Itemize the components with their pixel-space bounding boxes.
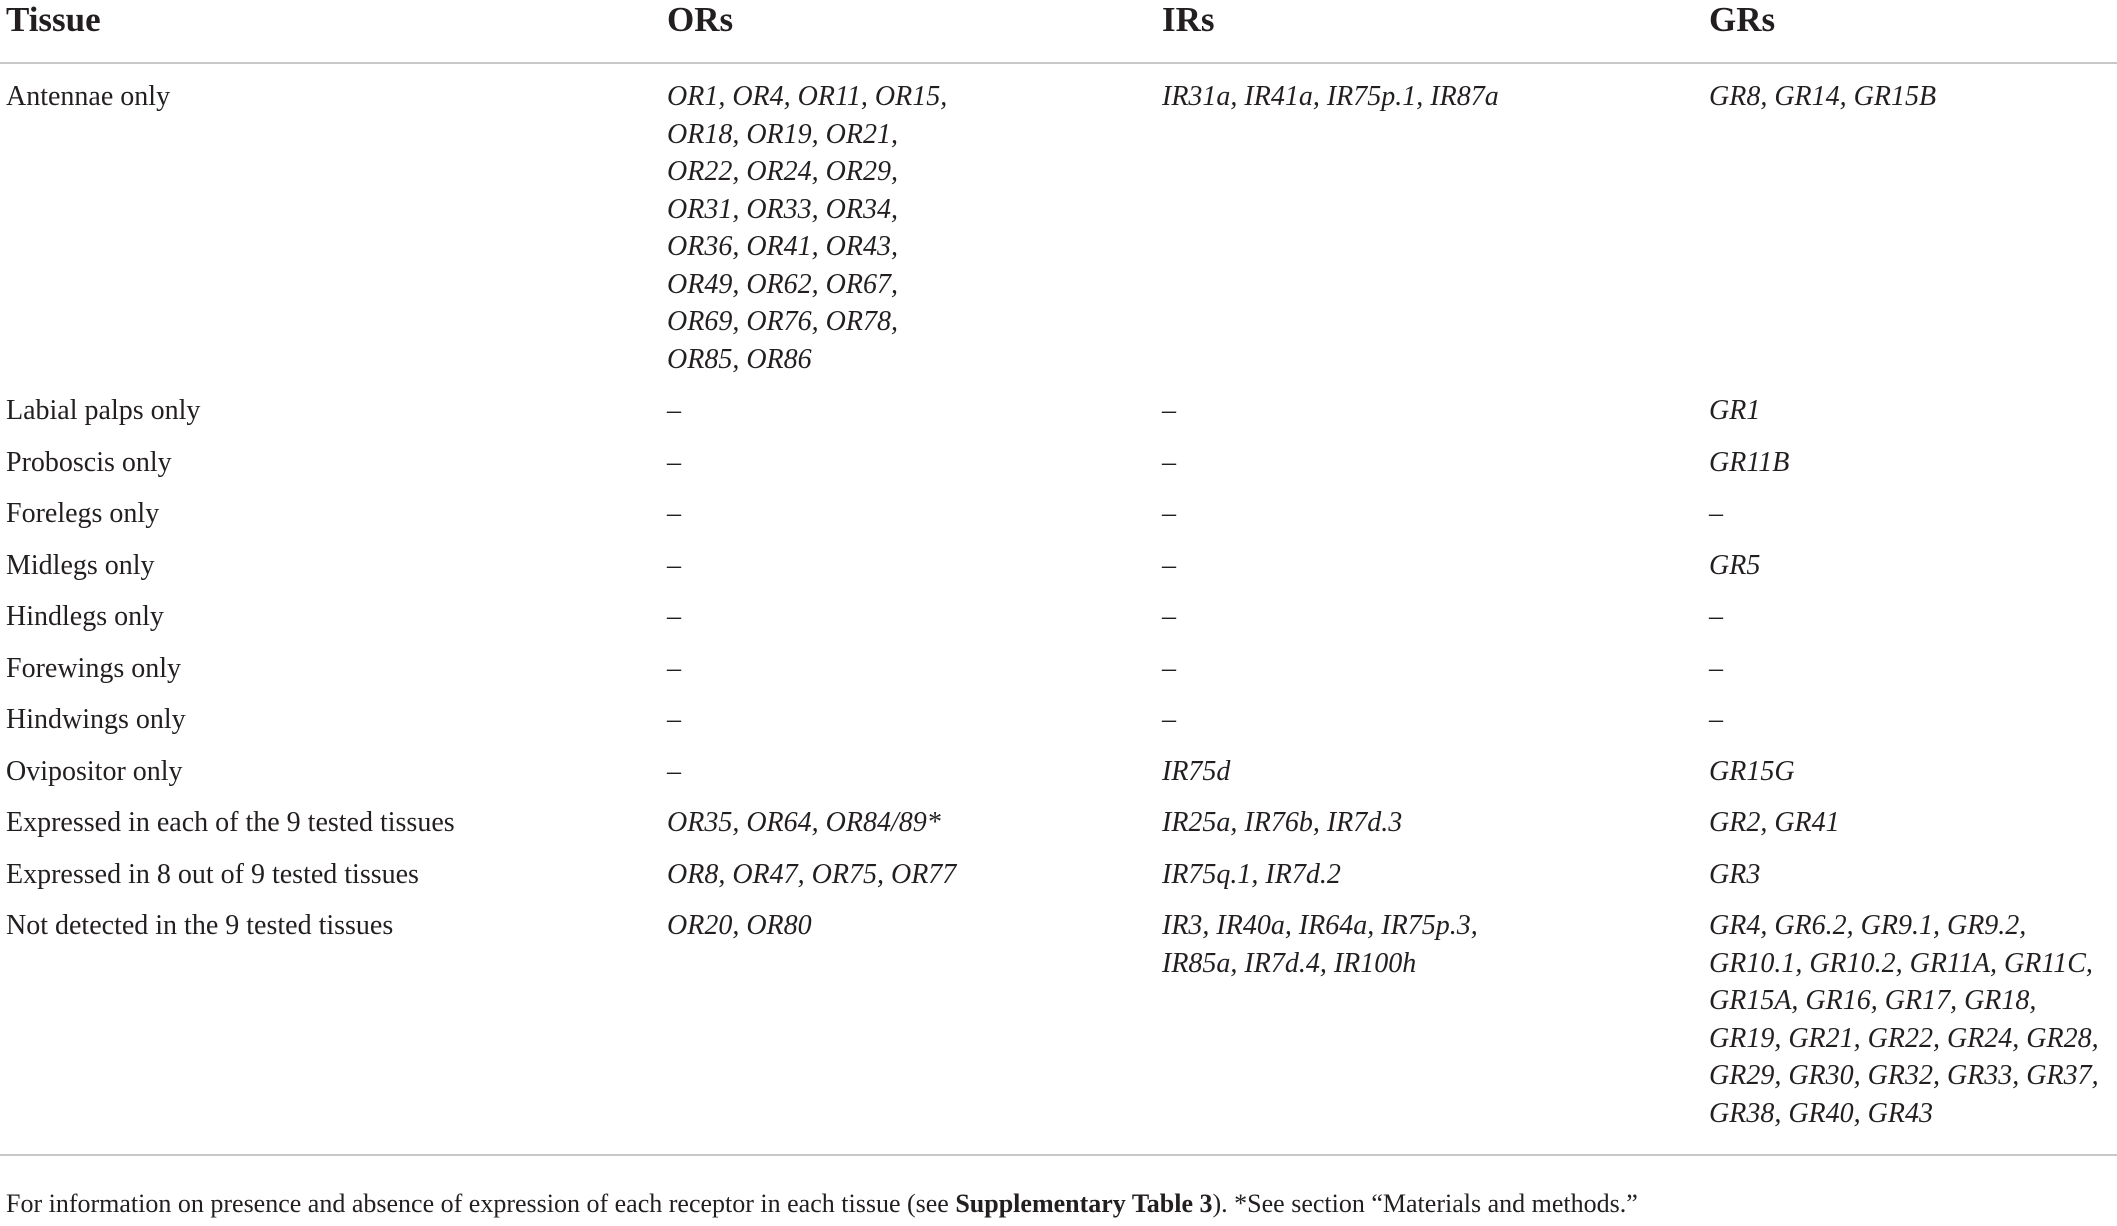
dash-placeholder: – xyxy=(667,549,681,581)
dash-placeholder: – xyxy=(1162,498,1176,529)
dash-placeholder: – xyxy=(667,446,681,478)
ors-cell xyxy=(663,533,1160,585)
dash-placeholder: – xyxy=(1162,652,1176,684)
footnote-supplementary-reference: Supplementary Table 3 xyxy=(955,1189,1213,1218)
grs-cell xyxy=(1709,790,2117,842)
grs-cell xyxy=(1709,893,2117,1155)
irs-cell xyxy=(1160,636,1709,688)
table-row xyxy=(0,584,2117,636)
gene-list-line: GR1 xyxy=(1709,395,1761,426)
ors-cell xyxy=(663,378,1160,430)
tissue-cell: Forewings only xyxy=(6,652,181,684)
gene-list-line: GR4, GR6.2, GR9.1, GR9.2, xyxy=(1709,910,2027,941)
dash-placeholder: – xyxy=(1162,601,1176,632)
gene-list-line: IR25a, IR76b, IR7d.3 xyxy=(1162,807,1403,838)
gene-list-line: OR36, OR41, OR43, xyxy=(667,231,898,262)
gene-list-line: OR8, OR47, OR75, OR77 xyxy=(667,858,957,890)
table-header-row xyxy=(0,0,2117,63)
irs-cell xyxy=(1160,842,1709,894)
grs-cell xyxy=(1709,687,2117,739)
table-body xyxy=(0,63,2117,1155)
gene-list-line: IR31a, IR41a, IR75p.1, IR87a xyxy=(1162,81,1499,112)
gene-list-line: IR75d xyxy=(1162,755,1231,787)
gene-list-line: IR85a, IR7d.4, IR100h xyxy=(1162,947,1417,979)
irs-cell xyxy=(1160,584,1709,636)
irs-cell xyxy=(1160,63,1709,378)
tissue-cell: Expressed in each of the 9 tested tissues xyxy=(6,807,455,838)
dash-placeholder: – xyxy=(1709,601,1723,632)
table-row xyxy=(0,687,2117,739)
table-row xyxy=(0,481,2117,533)
ors-cell xyxy=(663,842,1160,894)
tissue-cell: Hindlegs only xyxy=(6,601,164,632)
tissue-cell: Forelegs only xyxy=(6,498,160,529)
ors-cell xyxy=(663,63,1160,378)
dash-placeholder: – xyxy=(667,652,681,684)
irs-cell xyxy=(1160,790,1709,842)
tissue-cell: Midlegs only xyxy=(6,549,155,581)
tissue-cell: Proboscis only xyxy=(6,446,172,478)
dash-placeholder: – xyxy=(1162,446,1176,478)
dash-placeholder: – xyxy=(667,704,681,735)
gene-list-line: OR35, OR64, OR84/89* xyxy=(667,807,941,838)
dash-placeholder: – xyxy=(1709,704,1723,735)
gene-list-line: GR29, GR30, GR32, GR33, GR37, xyxy=(1709,1060,2099,1091)
table-row xyxy=(0,378,2117,430)
table-row xyxy=(0,63,2117,378)
gene-list-line: GR15G xyxy=(1709,755,1795,787)
dash-placeholder: – xyxy=(1162,704,1176,735)
grs-cell xyxy=(1709,378,2117,430)
tissue-cell: Labial palps only xyxy=(6,395,201,426)
grs-cell xyxy=(1709,739,2117,791)
ors-cell xyxy=(663,687,1160,739)
irs-cell xyxy=(1160,739,1709,791)
table-row xyxy=(0,790,2117,842)
table-row xyxy=(0,430,2117,482)
gene-list-line: GR38, GR40, GR43 xyxy=(1709,1097,1933,1129)
gene-list-line: GR10.1, GR10.2, GR11A, GR11C, xyxy=(1709,947,2093,979)
ors-cell xyxy=(663,430,1160,482)
dash-placeholder: – xyxy=(1709,652,1723,684)
grs-cell xyxy=(1709,842,2117,894)
irs-cell xyxy=(1160,893,1709,1155)
irs-cell xyxy=(1160,378,1709,430)
tissue-cell: Ovipositor only xyxy=(6,755,183,787)
dash-placeholder: – xyxy=(1162,395,1176,426)
grs-cell xyxy=(1709,481,2117,533)
grs-cell xyxy=(1709,636,2117,688)
ors-cell xyxy=(663,481,1160,533)
gene-list-line: GR2, GR41 xyxy=(1709,807,1840,838)
grs-cell xyxy=(1709,584,2117,636)
grs-cell xyxy=(1709,430,2117,482)
dash-placeholder: – xyxy=(1162,549,1176,581)
gene-list-line: GR19, GR21, GR22, GR24, GR28, xyxy=(1709,1022,2099,1054)
gene-list-line: OR85, OR86 xyxy=(667,343,812,375)
irs-cell xyxy=(1160,481,1709,533)
gene-list-line: GR3 xyxy=(1709,858,1761,890)
gene-list-line: IR3, IR40a, IR64a, IR75p.3, xyxy=(1162,910,1478,941)
ors-cell xyxy=(663,584,1160,636)
column-header-grs: GRs xyxy=(1709,0,2117,63)
gene-list-line: GR15A, GR16, GR17, GR18, xyxy=(1709,985,2037,1016)
column-header-irs: IRs xyxy=(1160,0,1709,63)
table-row xyxy=(0,636,2117,688)
gene-list-line: GR11B xyxy=(1709,446,1790,478)
grs-cell xyxy=(1709,533,2117,585)
tissue-cell: Expressed in 8 out of 9 tested tissues xyxy=(6,858,419,890)
gene-list-line: OR69, OR76, OR78, xyxy=(667,306,898,337)
table-row xyxy=(0,739,2117,791)
irs-cell xyxy=(1160,533,1709,585)
ors-cell xyxy=(663,893,1160,1155)
dash-placeholder: – xyxy=(667,601,681,632)
column-header-ors: ORs xyxy=(663,0,1160,63)
dash-placeholder: – xyxy=(667,755,681,787)
table-row xyxy=(0,533,2117,585)
gene-list-line: OR49, OR62, OR67, xyxy=(667,268,898,300)
gene-list-line: OR31, OR33, OR34, xyxy=(667,193,898,225)
gene-list-line: OR20, OR80 xyxy=(667,910,812,941)
gene-list-line: IR75q.1, IR7d.2 xyxy=(1162,858,1341,890)
gene-list-line: GR5 xyxy=(1709,549,1761,581)
tissue-cell: Hindwings only xyxy=(6,704,186,735)
tissue-cell: Antennae only xyxy=(6,81,171,112)
footnote-text-before: For information on presence and absence of expression of each receptor in each tissue (see xyxy=(6,1189,956,1218)
grs-cell xyxy=(1709,63,2117,378)
column-header-tissue: Tissue xyxy=(0,0,663,63)
tissue-cell: Not detected in the 9 tested tissues xyxy=(0,893,663,1155)
table-footnote xyxy=(6,1188,1638,1220)
gene-list-line: OR22, OR24, OR29, xyxy=(667,156,898,187)
gene-list-line: GR8, GR14, GR15B xyxy=(1709,81,1937,112)
table-header xyxy=(0,0,2117,63)
irs-cell xyxy=(1160,430,1709,482)
ors-cell xyxy=(663,790,1160,842)
dash-placeholder: – xyxy=(667,498,681,529)
table-row xyxy=(0,893,2117,1155)
footnote-text-after: ). *See section “Materials and methods.” xyxy=(1212,1189,1638,1218)
ors-cell xyxy=(663,739,1160,791)
irs-cell xyxy=(1160,687,1709,739)
table-row xyxy=(0,842,2117,894)
gene-list-line: OR18, OR19, OR21, xyxy=(667,118,898,150)
ors-cell xyxy=(663,636,1160,688)
dash-placeholder: – xyxy=(1709,498,1723,529)
gene-list-line: OR1, OR4, OR11, OR15, xyxy=(667,81,948,112)
dash-placeholder: – xyxy=(667,395,681,426)
